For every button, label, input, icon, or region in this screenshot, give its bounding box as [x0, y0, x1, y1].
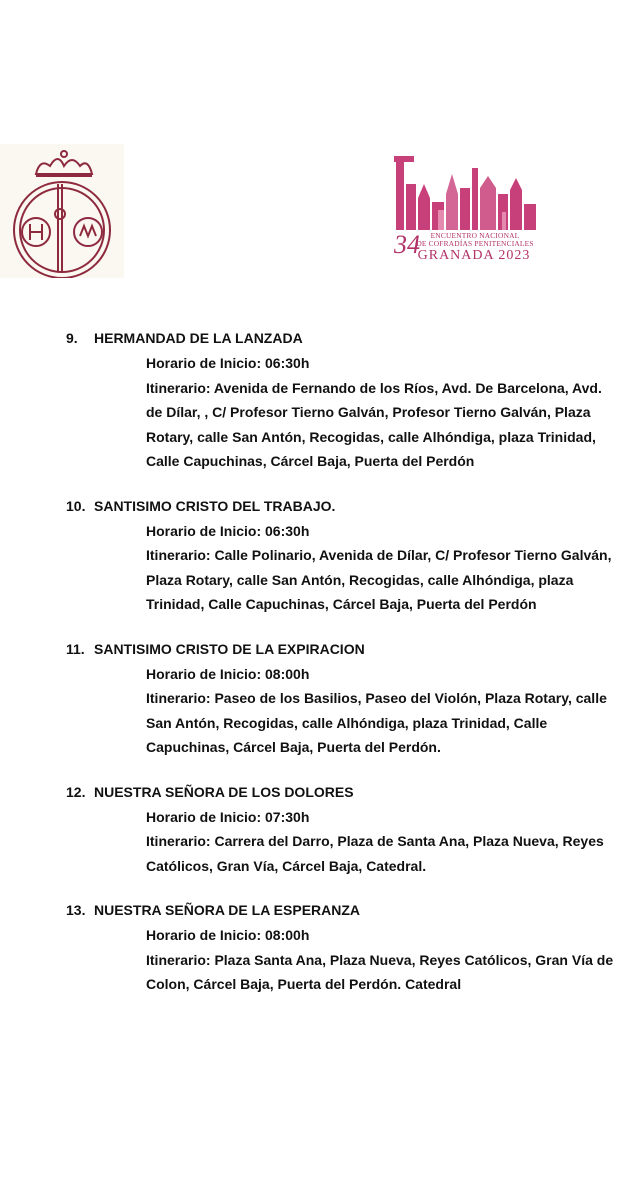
entry-title	[66, 326, 614, 351]
procession-entry	[66, 780, 614, 879]
procession-entry	[66, 637, 614, 760]
entry-start-time: Horario de Inicio: 08:00h	[146, 927, 310, 943]
entry-number: 12.	[66, 783, 86, 800]
entry-start-time: Horario de Inicio: 08:00h	[146, 665, 310, 682]
procession-entry	[66, 898, 614, 997]
entry-start-time: Horario de Inicio: 06:30h	[146, 522, 310, 539]
event-logo	[392, 154, 538, 264]
entry-title	[66, 494, 614, 519]
entry-itinerary: Itinerario: Avenida de Fernando de los Ríos, Avd. De Barcelona, Avd. de Dílar, , C/ Profesor Tierno Galván, Profesor Tierno Galván, Plaza Rotary, calle San Antón, Recogidas, calle Alhóndiga, plaza Trinidad, Calle Capuchinas, Cárcel Baja, Puerta del Perdón	[146, 379, 602, 469]
entry-title	[66, 637, 614, 662]
event-logo-text	[392, 232, 538, 263]
entry-number: 9.	[66, 330, 78, 346]
brotherhood-crest-logo	[0, 144, 124, 278]
procession-list	[66, 326, 614, 1017]
procession-entry	[66, 326, 614, 474]
event-logo-line1: ENCUENTRO NACIONAL	[430, 231, 520, 240]
page-header	[0, 140, 624, 280]
entry-itinerary: Itinerario: Paseo de los Basilios, Paseo del Violón, Plaza Rotary, calle San Antón, Recogidas, calle Alhóndiga, plaza Trinidad, Calle Capuchinas, Cárcel Baja, Puerta del Perdón.	[146, 690, 607, 755]
entry-number: 11.	[66, 640, 85, 657]
entry-name: SANTISIMO CRISTO DE LA EXPIRACION	[94, 640, 365, 657]
entry-itinerary: Itinerario: Plaza Santa Ana, Plaza Nueva, Reyes Católicos, Gran Vía de Colon, Cárcel Baja, Puerta del Perdón. Catedral	[146, 951, 614, 992]
event-number: 34	[394, 230, 420, 259]
entry-start-time: Horario de Inicio: 06:30h	[146, 355, 310, 371]
event-logo-line3: GRANADA 2023	[417, 248, 531, 263]
entry-number: 10.	[66, 497, 86, 514]
entry-title	[66, 780, 614, 805]
entry-title	[66, 898, 614, 923]
procession-entry	[66, 494, 614, 617]
crest-icon	[0, 144, 124, 278]
entry-number: 13.	[66, 902, 86, 918]
entry-itinerary: Itinerario: Carrera del Darro, Plaza de Santa Ana, Plaza Nueva, Reyes Católicos, Gran Vía, Cárcel Baja, Catedral.	[146, 833, 604, 874]
entry-name: HERMANDAD DE LA LANZADA	[94, 330, 303, 346]
entry-name: SANTISIMO CRISTO DEL TRABAJO.	[94, 497, 336, 514]
entry-name: NUESTRA SEÑORA DE LOS DOLORES	[94, 783, 354, 800]
entry-itinerary: Itinerario: Calle Polinario, Avenida de Dílar, C/ Profesor Tierno Galván, Plaza Rotary, calle San Antón, Recogidas, calle Alhóndiga, plaza Trinidad, Calle Capuchinas, Cárcel Baja, Puerta del Perdón	[146, 547, 612, 612]
event-logo-line2: DE COFRADÍAS PENITENCIALES	[416, 239, 534, 248]
entry-start-time: Horario de Inicio: 07:30h	[146, 808, 310, 825]
granada-skyline-icon	[392, 154, 538, 236]
entry-name: NUESTRA SEÑORA DE LA ESPERANZA	[94, 902, 361, 918]
